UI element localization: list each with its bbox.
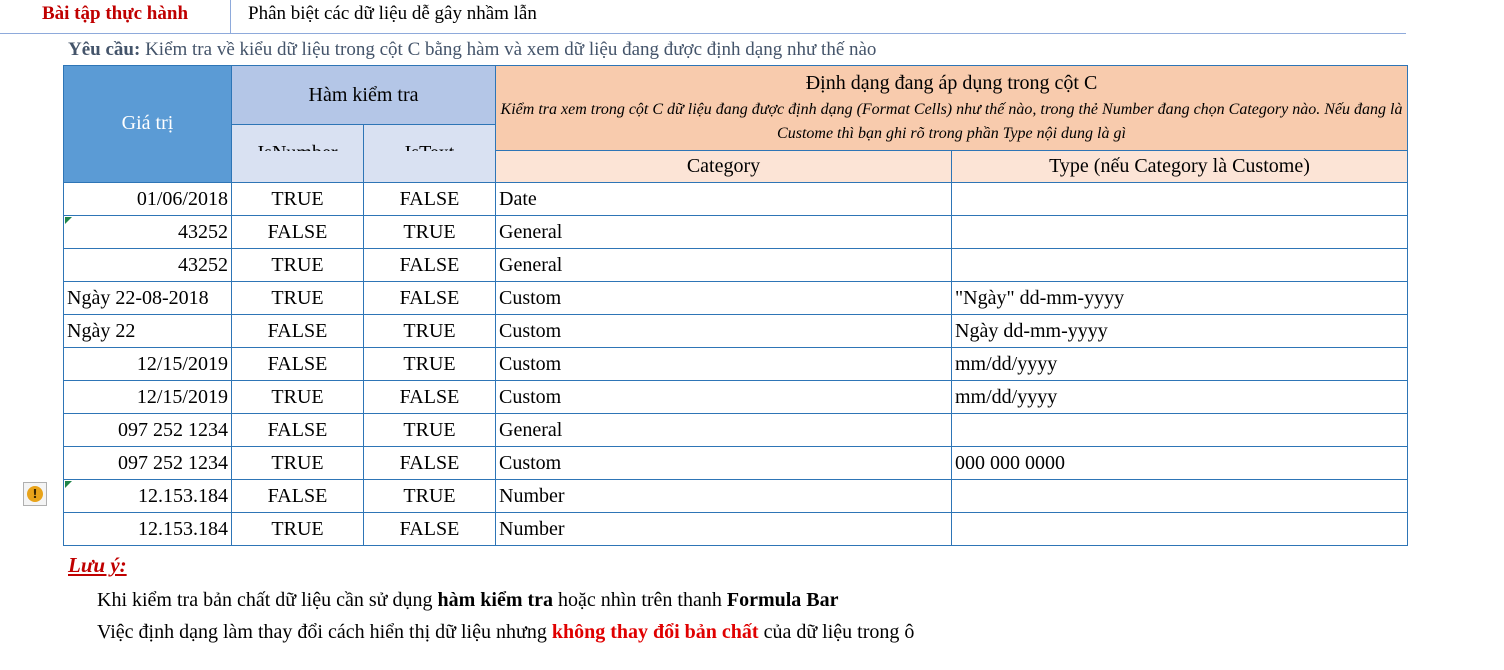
cell-type[interactable] [952,513,1408,546]
cell-value[interactable]: 01/06/2018 [64,183,232,216]
cell-isnumber[interactable]: FALSE [232,414,364,447]
header-sub-cover [63,124,495,184]
note-line-2-text-2: của dữ liệu trong ô [758,621,915,643]
cell-istext[interactable]: FALSE [364,183,496,216]
table-row [64,414,1408,447]
cell-istext[interactable]: FALSE [364,381,496,414]
cell-category[interactable]: Number [496,480,952,513]
cell-istext[interactable]: FALSE [364,249,496,282]
cell-type[interactable]: Ngày dd-mm-yyyy [952,315,1408,348]
header-func-group[interactable]: Hàm kiểm tra [232,66,496,125]
cell-isnumber[interactable]: TRUE [232,282,364,315]
title-text: Phân biệt các dữ liệu dễ gây nhầm lẫn [248,3,537,24]
cell-isnumber[interactable]: FALSE [232,216,364,249]
cell-value[interactable]: 12.153.184 [64,513,232,546]
note-line-2-text: Việc định dạng làm thay đổi cách hiển thị dữ liệu nhưng [97,621,552,643]
cell-istext[interactable]: TRUE [364,348,496,381]
cell-value[interactable]: 12/15/2019 [64,381,232,414]
cell-value[interactable]: 097 252 1234 [64,447,232,480]
cell-category[interactable]: Custom [496,447,952,480]
header-type[interactable]: Type (nếu Category là Custome) [952,151,1408,183]
table-row [64,513,1408,546]
table-row [64,183,1408,216]
cell-value[interactable]: 43252 [64,249,232,282]
cell-isnumber[interactable]: FALSE [232,480,364,513]
cell-isnumber[interactable]: TRUE [232,249,364,282]
requirement-prefix: Yêu cầu: [68,39,141,60]
cell-istext[interactable]: TRUE [364,414,496,447]
table-row [64,249,1408,282]
cell-isnumber[interactable]: FALSE [232,348,364,381]
cell-istext[interactable]: FALSE [364,447,496,480]
cell-type[interactable]: "Ngày" dd-mm-yyyy [952,282,1408,315]
cell-isnumber[interactable]: TRUE [232,513,364,546]
cell-value[interactable]: 12/15/2019 [64,348,232,381]
requirement [68,39,876,61]
table-row [64,480,1408,513]
note-line-2-red: không thay đổi bản chất [551,621,759,643]
cell-category[interactable]: Custom [496,348,952,381]
table-row [64,348,1408,381]
note-title: Lưu ý: [68,553,127,577]
table-row [64,282,1408,315]
cell-category[interactable]: Number [496,513,952,546]
cell-category[interactable]: Custom [496,315,952,348]
cell-type[interactable] [952,414,1408,447]
cell-value[interactable]: 097 252 1234 [64,414,232,447]
cell-type[interactable]: mm/dd/yyyy [952,348,1408,381]
cell-type[interactable] [952,183,1408,216]
table-row [64,315,1408,348]
cell-type[interactable] [952,480,1408,513]
requirement-text: Kiểm tra về kiểu dữ liệu trong cột C bằng hàm và xem dữ liệu đang được định dạng như thế nào [140,39,877,60]
cell-value[interactable]: 12.153.184 [64,480,232,513]
cell-istext[interactable]: TRUE [364,315,496,348]
data-rows [63,150,1408,546]
cell-istext[interactable]: FALSE [364,513,496,546]
cell-value[interactable]: Ngày 22 [64,315,232,348]
note-line-1-text-2: hoặc nhìn trên thanh [553,589,727,611]
table-row [64,447,1408,480]
header-category[interactable]: Category [496,151,952,183]
warning-icon: ! [27,486,43,502]
note-line-1-bold-2: Formula Bar [726,589,839,611]
note-line-1-bold: hàm kiểm tra [437,589,554,611]
cell-isnumber[interactable]: FALSE [232,315,364,348]
header-format-title: Định dạng đang áp dụng trong cột C [805,72,1098,94]
note-line-1 [97,589,839,612]
cell-category[interactable]: General [496,249,952,282]
cell-isnumber[interactable]: TRUE [232,183,364,216]
error-triangle-icon [65,481,72,488]
note-line-2 [97,621,914,644]
cell-type[interactable]: 000 000 0000 [952,447,1408,480]
header-value[interactable]: Giá trị [64,66,232,182]
cell-istext[interactable]: TRUE [364,480,496,513]
table-row [64,381,1408,414]
cell-value[interactable]: Ngày 22-08-2018 [64,282,232,315]
cell-category[interactable]: General [496,216,952,249]
cell-category[interactable]: Custom [496,282,952,315]
cell-category[interactable]: Custom [496,381,952,414]
error-indicator[interactable] [23,482,47,506]
cell-type[interactable] [952,216,1408,249]
cell-type[interactable]: mm/dd/yyyy [952,381,1408,414]
cell-type[interactable] [952,249,1408,282]
header-format-desc: Kiểm tra xem trong cột C dữ liệu đang được định dạng (Format Cells) như thế nào, trong thẻ Number đang chọn Category nào. Nếu đang là Custome thì bạn ghi rõ trong phần Type nội dung là gì [500,101,1403,142]
cell-istext[interactable]: FALSE [364,282,496,315]
cell-isnumber[interactable]: TRUE [232,447,364,480]
cell-category[interactable]: Date [496,183,952,216]
cell-isnumber[interactable]: TRUE [232,381,364,414]
cell-category[interactable]: General [496,414,952,447]
cell-value[interactable]: 43252 [64,216,232,249]
error-triangle-icon [65,217,72,224]
title-label: Bài tập thực hành [0,0,231,33]
table-row [64,216,1408,249]
cell-istext[interactable]: TRUE [364,216,496,249]
note-line-1-text: Khi kiểm tra bản chất dữ liệu cần sử dụng [97,589,438,611]
